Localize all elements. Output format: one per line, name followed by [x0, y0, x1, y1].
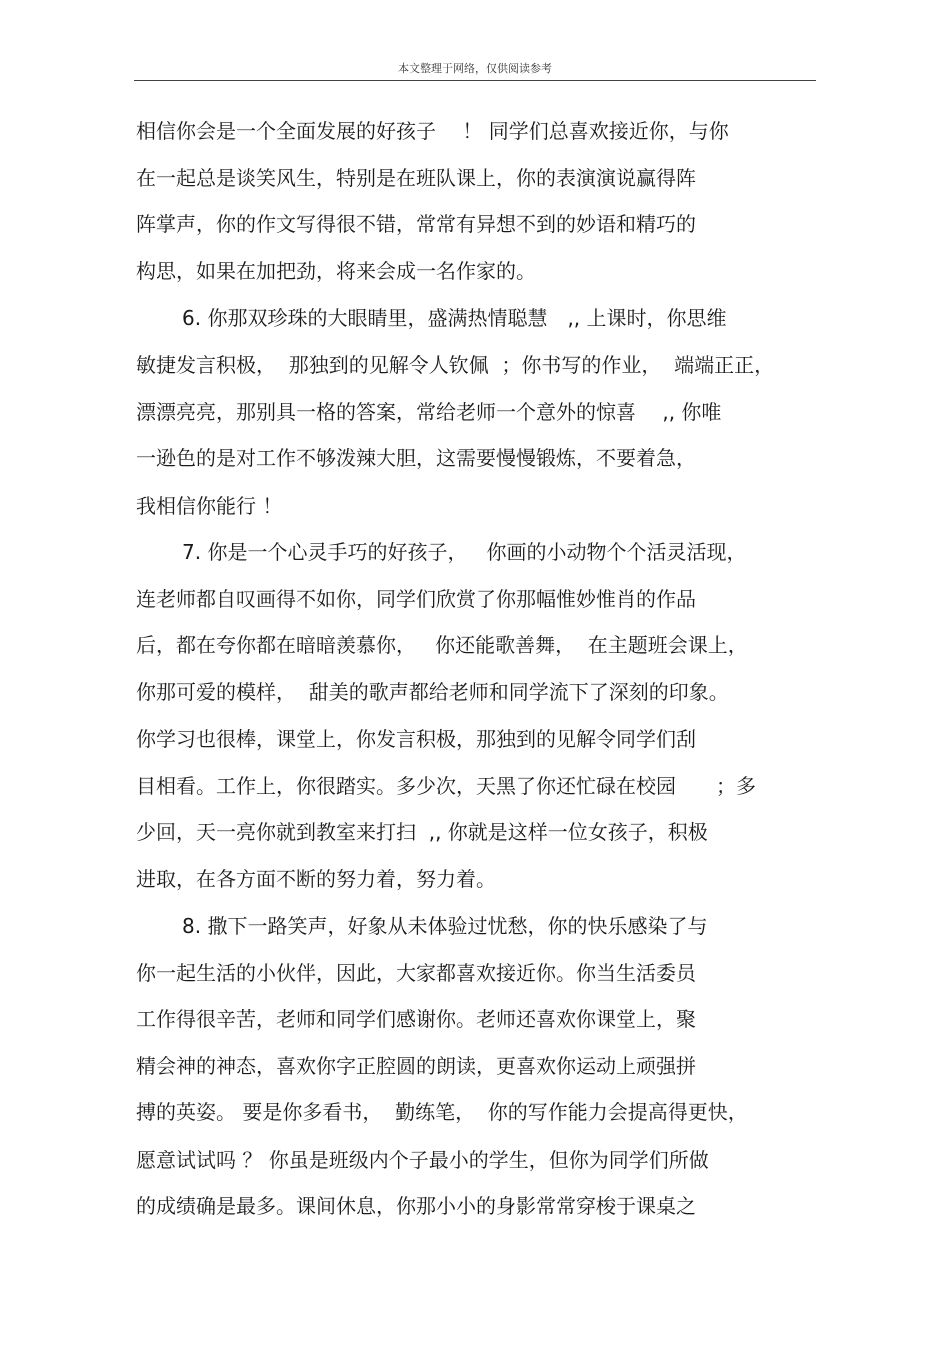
text-line: 我相信你能行 ！ — [136, 494, 283, 518]
text-line: 连老师都自叹画得不如你，同学们欣赏了你那幅惟妙惟肖的作品 — [136, 587, 696, 611]
header-rule — [134, 80, 816, 81]
text-line: 搏的英姿。 要是你多看书， 勤练笔， 你的写作能力会提高得更快， — [136, 1100, 748, 1124]
text-line: 工作得很辛苦，老师和同学们感谢你。老师还喜欢你课堂上，聚 — [136, 1007, 696, 1031]
paragraph-7-start: 7. 你是一个心灵手巧的好孩子， 你画的小动物个个活灵活现， — [182, 540, 747, 564]
text-line: 目相看。工作上，你很踏实。多少次，天黑了你还忙碌在校园 ；多 — [136, 774, 756, 798]
text-line: 精会神的神态，喜欢你字正腔圆的朗读，更喜欢你运动上顽强拼 — [136, 1054, 696, 1078]
text-line: 你那可爱的模样， 甜美的歌声都给老师和同学流下了深刻的印象。 — [136, 680, 729, 704]
text-line: 后，都在夸你都在暗暗羡慕你， 你还能歌善舞， 在主题班会课上， — [136, 633, 748, 657]
text-line: 阵掌声，你的作文写得很不错，常常有异想不到的妙语和精巧的 — [136, 212, 696, 236]
text-line: 进取，在各方面不断的努力着，努力着。 — [136, 867, 496, 891]
text-line: 在一起总是谈笑风生，特别是在班队课上，你的表演演说赢得阵 — [136, 166, 696, 190]
text-line: 敏捷发言积极， 那独到的见解令人钦佩 ；你书写的作业， 端端正正， — [136, 353, 775, 377]
text-line: 你学习也很棒，课堂上，你发言积极，那独到的见解令同学们刮 — [136, 727, 696, 751]
text-line: 漂漂亮亮，那别具一格的答案，常给老师一个意外的惊喜 ,, 你唯 — [136, 400, 722, 424]
page-header: 本文整理于网络，仅供阅读参考 — [398, 62, 552, 75]
text-line: 的成绩确是最多。课间休息，你那小小的身影常常穿梭于课桌之 — [136, 1194, 696, 1218]
text-line: 少回，天一亮你就到教室来打扫 ,, 你就是这样一位女孩子，积极 — [136, 820, 708, 844]
text-line: 构思，如果在加把劲，将来会成一名作家的。 — [136, 259, 536, 283]
text-line: 愿意试试吗 ？ 你虽是班级内个子最小的学生，但你为同学们所做 — [136, 1148, 709, 1172]
text-line: 你一起生活的小伙伴，因此，大家都喜欢接近你。你当生活委员 — [136, 961, 696, 985]
text-line: 相信你会是一个全面发展的好孩子 ！ 同学们总喜欢接近你，与你 — [136, 119, 729, 143]
text-line: 一逊色的是对工作不够泼辣大胆，这需要慢慢锻炼，不要着急， — [136, 446, 696, 470]
paragraph-8-start: 8. 撒下一路笑声，好象从未体验过忧愁，你的快乐感染了与 — [182, 914, 708, 938]
paragraph-6-start: 6. 你那双珍珠的大眼睛里，盛满热情聪慧 ,, 上课时，你思维 — [182, 306, 727, 330]
